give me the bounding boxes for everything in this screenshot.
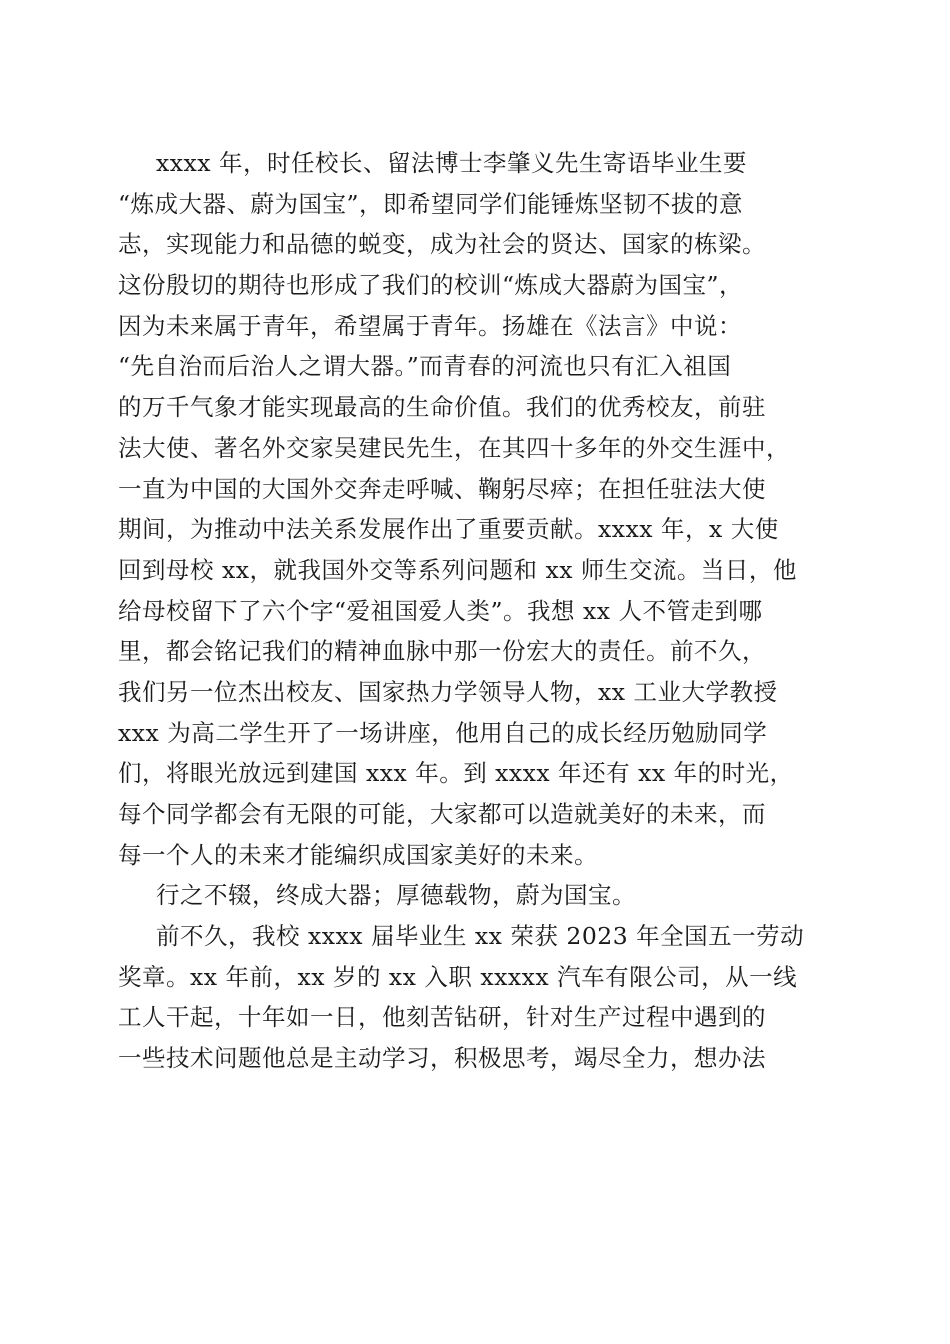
text-line: 回到母校 xx，就我国外交等系列问题和 xx 师生交流。当日，他: [118, 555, 797, 584]
text-line: 的万千气象才能实现最高的生命价值。我们的优秀校友，前驻: [118, 393, 766, 422]
text-line: 们，将眼光放远到建国 xxx 年。到 xxxx 年还有 xx 年的时光，: [118, 759, 794, 788]
text-line: 奖章。xx 年前，xx 岁的 xx 入职 xxxxx 汽车有限公司，从一线: [118, 962, 798, 991]
text-line: 里，都会铭记我们的精神血脉中那一份宏大的责任。前不久，: [118, 637, 766, 666]
text-line: 这份殷切的期待也形成了我们的校训“炼成大器蔚为国宝”，: [118, 271, 744, 300]
text-line: xxx 为高二学生开了一场讲座，他用自己的成长经历勉励同学: [118, 718, 768, 747]
text-line: “炼成大器、蔚为国宝”，即希望同学们能锤炼坚韧不拔的意: [118, 189, 744, 218]
text-line: 工人干起，十年如一日，他刻苦钻研，针对生产过程中遇到的: [118, 1003, 766, 1032]
text-line: 前不久，我校 xxxx 届毕业生 xx 荣获 2023 年全国五一劳动: [156, 922, 805, 951]
text-line: 法大使、著名外交家吴建民先生，在其四十多年的外交生涯中，: [118, 433, 790, 462]
text-line: 每个同学都会有无限的可能，大家都可以造就美好的未来，而: [118, 800, 766, 828]
text-line: 一直为中国的大国外交奔走呼喊、鞠躬尽瘁；在担任驻法大使: [118, 474, 766, 503]
text-line: 行之不辍，终成大器；厚德载物，蔚为国宝。: [156, 881, 636, 910]
text-line: 一些技术问题他总是主动学习，积极思考，竭尽全力，想办法: [118, 1044, 766, 1073]
text-line: 志，实现能力和品德的蜕变，成为社会的贤达、国家的栋梁。: [118, 230, 766, 259]
text-line: 给母校留下了六个字“爱祖国爱人类”。我想 xx 人不管走到哪: [118, 596, 763, 625]
body-text: [118, 143, 838, 1079]
text-line: “先自治而后治人之谓大器。”而青春的河流也只有汇入祖国: [118, 352, 732, 381]
text-line: 每一个人的未来才能编织成国家美好的未来。: [118, 840, 598, 869]
text-line: xxxx 年，时任校长、留法博士李肇义先生寄语毕业生要: [156, 149, 747, 177]
text-line: 我们另一位杰出校友、国家热力学领导人物，xx 工业大学教授: [118, 677, 778, 706]
text-line: 期间，为推动中法关系发展作出了重要贡献。xxxx 年，x 大使: [118, 515, 779, 544]
text-line: 因为未来属于青年，希望属于青年。扬雄在《法言》中说：: [118, 311, 742, 340]
